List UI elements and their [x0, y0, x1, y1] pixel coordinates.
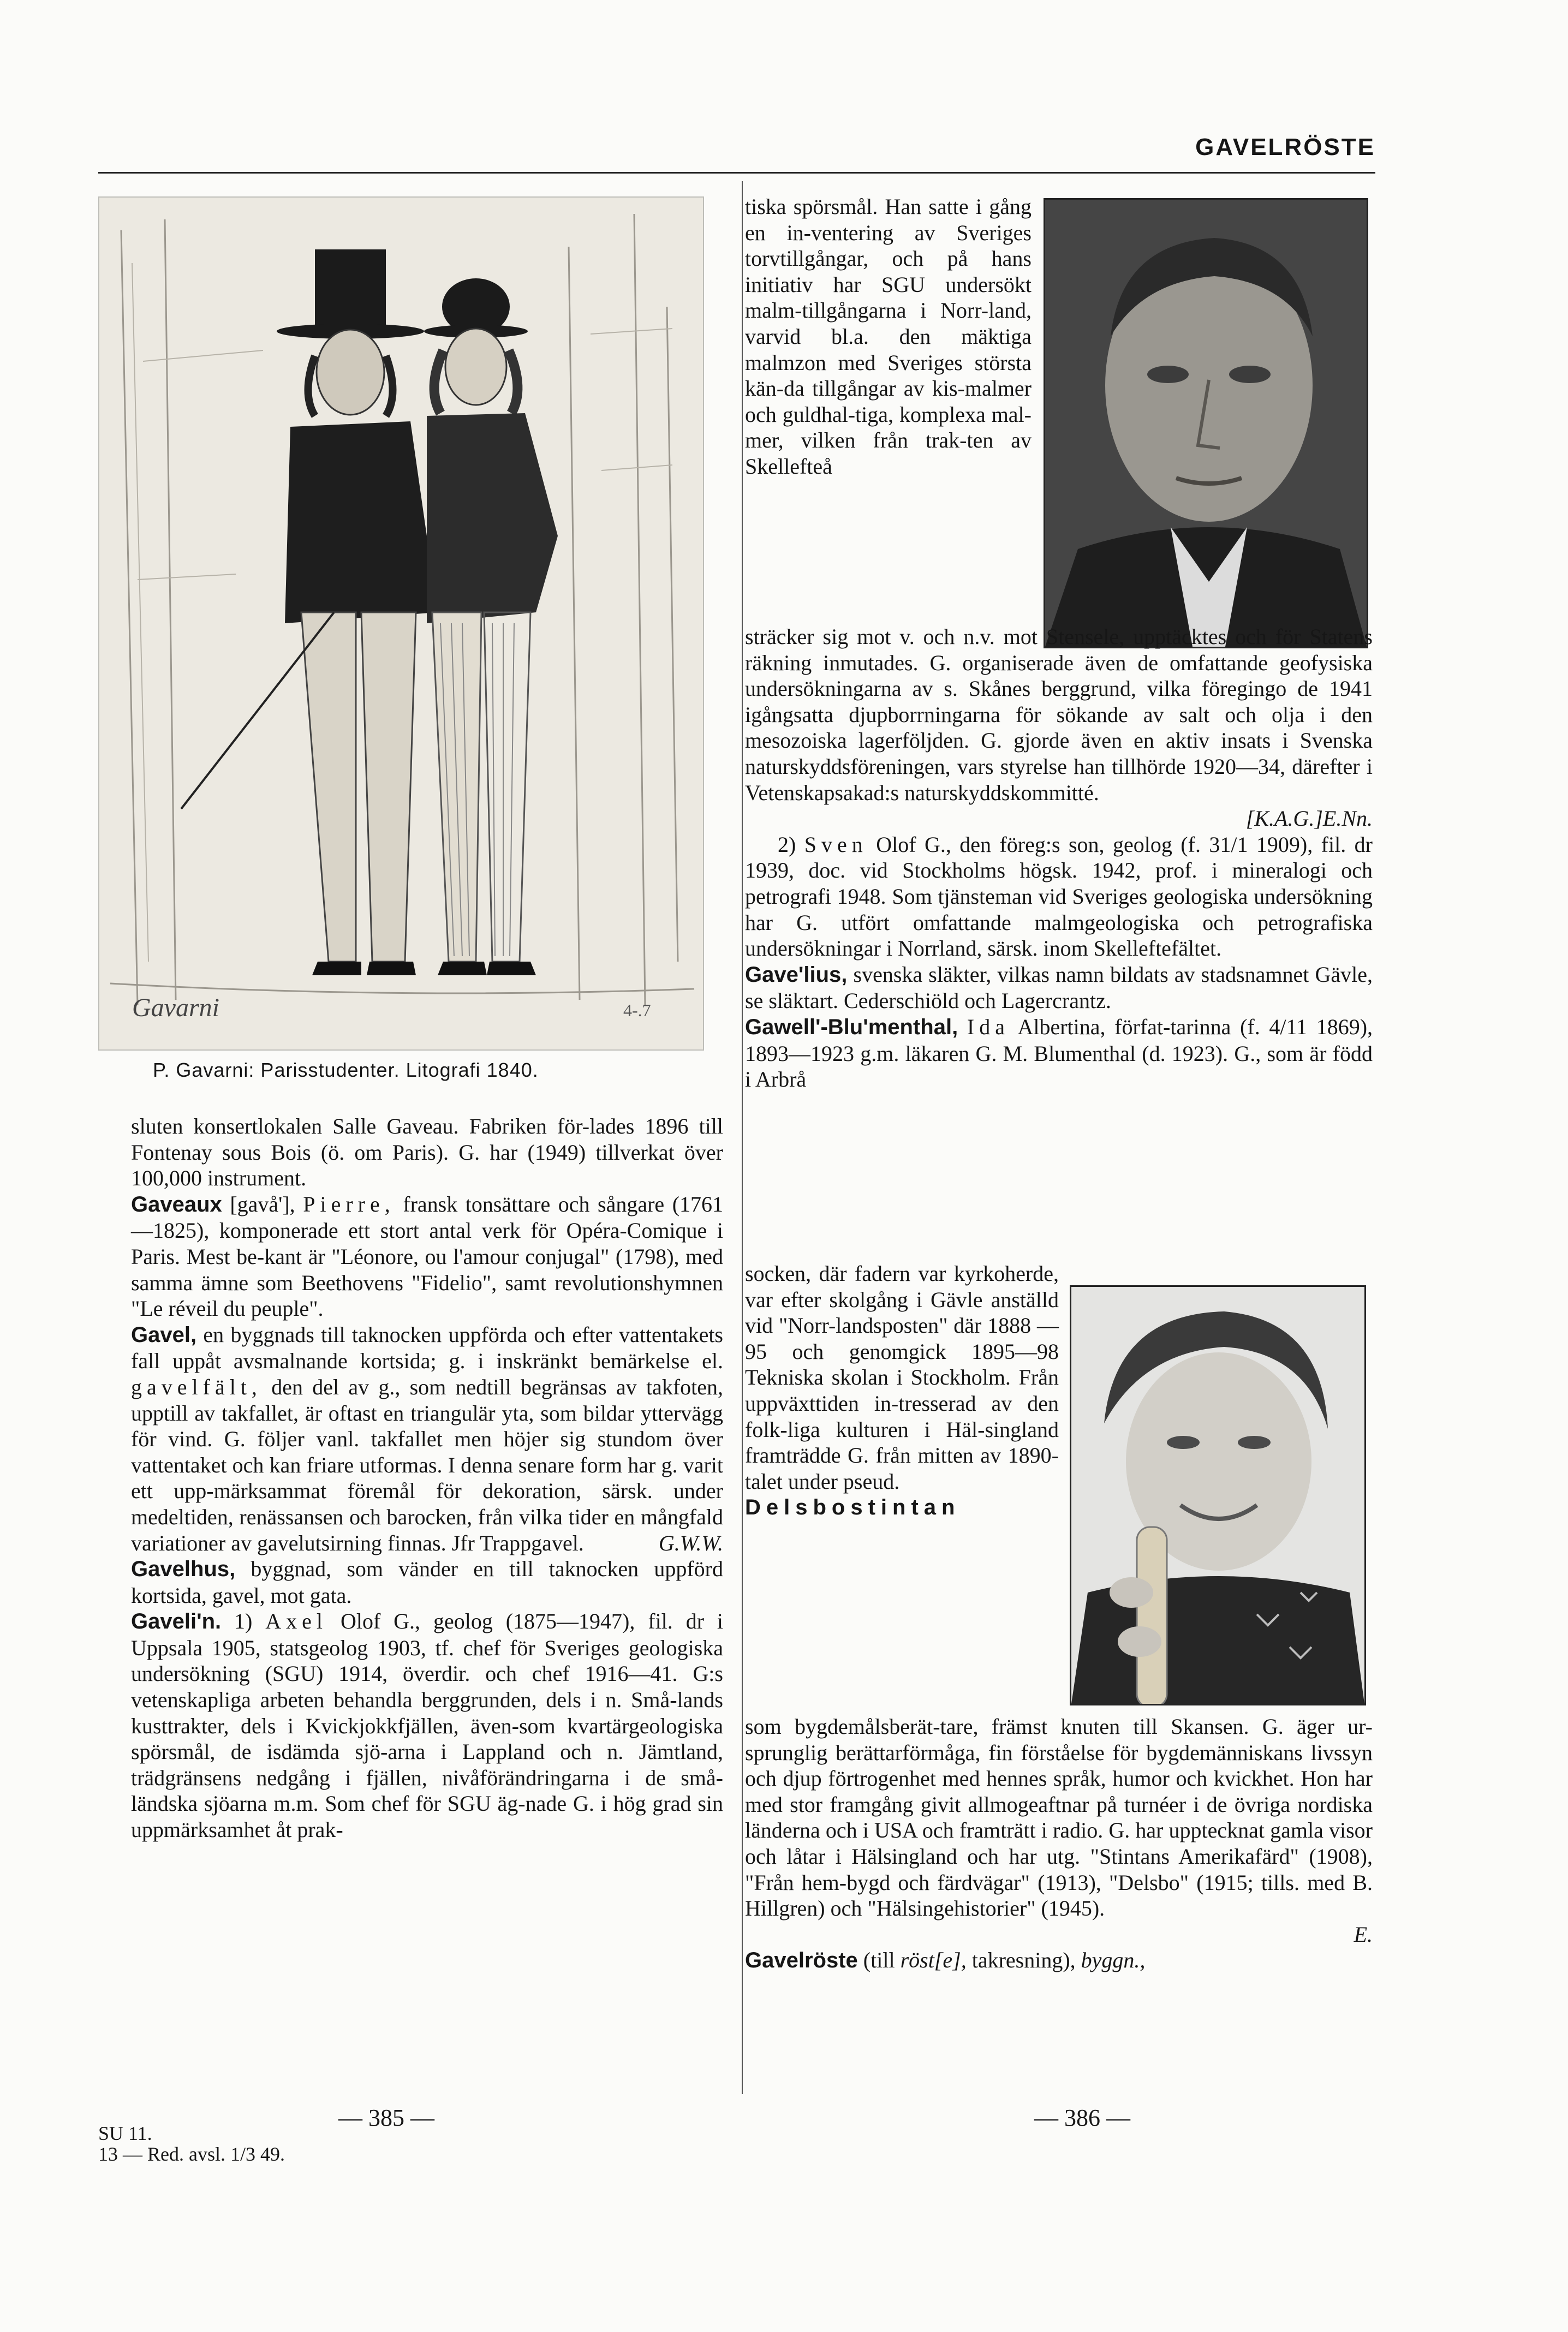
- column-rule: [742, 181, 743, 2094]
- entry-gaveaux: Gaveaux [gavå'], Pierre, fransk tonsättare och sångare (1761—1825), komponerade ett stort antal verk för Opéra-Comique i Paris. Mest be-kant är "Léonore, ou l'amour conjugal" (1798), med samma ämne som Beethovens "Fidelio", samt revolutionshymnen "Le réveil du peuple".: [131, 1191, 724, 1321]
- paragraph-continuation: sluten konsertlokalen Salle Gaveau. Fabriken för-lades 1896 till Fontenay sous Bois (ö. om Paris). G. har (1949) tillverkat över 100,000 instrument.: [131, 1114, 723, 1191]
- headword: Gaveli'n.: [131, 1609, 222, 1634]
- portrait-ida-gawell-blumenthal: [1070, 1285, 1366, 1705]
- right-column-narrow-1: tiska spörsmål. Han satte i gång en in-ventering av Sveriges torvtillgångar, och på hans initiativ har SGU undersökt malm-tillgångarna i Norr-land, varvid bl.a. den mäktiga malmzon med Sveriges största kän-da tillgångar av kis-malmer och guldhal-tiga, komplexa mal-mer, vilken från trak-ten av Skellefteå: [745, 194, 1032, 479]
- figure-caption: P. Gavarni: Parisstudenter. Litografi 1840.: [153, 1059, 539, 1081]
- right-column-narrow-2: socken, där fadern var kyrkoherde, var efter skolgång i Gävle anställd vid "Norr-landsposten" där 1888 —95 och genomgick 1895—98 Tekniska skolan i Stockholm. Från uppväxttiden in-tresserad av den folk-liga kulturen i Häl-singland framträdde G. från mitten av 1890-talet under pseud. Delsbostintan: [745, 1261, 1059, 1520]
- entry-gawell: Gawell'-Blu'menthal, Ida Albertina, förfat-tarinna (f. 4/11 1869), 1893—1923 g.m. läkaren G. M. Blumenthal (d. 1923). G., som är född i Arbrå: [745, 1014, 1373, 1092]
- right-column-full-2: som bygdemålsberät-tare, främst knuten till Skansen. G. äger ur-sprunglig berättarförmåga, fin förståelse för bygdemänniskans livssyn och djup förtrogenhet med hennes språk, humor och kvickhet. Hon har med stor framgång givit allmogeaftnar på turnéer i de övriga nordiska länderna och i USA och framträtt i radio. G. har upptecknat gamla visor och låtar i Hälsingland och har utg. "Stintans Amerikafärd" (1908), "Från hem-bygd och färdvägar" (1913), "Delsbo" (1915; tills. med B. Hillgren) och "Hälsingehistorier" (1945). E. Gavelröste (till röst[e], takresning), byggn.,: [745, 1714, 1373, 1974]
- print-signature: SU 11. 13 — Red. avsl. 1/3 49.: [98, 2122, 285, 2165]
- portrait-photo: [1045, 200, 1367, 647]
- page-number-right: — 386 —: [1034, 2104, 1130, 2131]
- headword: Gavelröste: [745, 1948, 858, 1973]
- portrait-photo: [1071, 1287, 1364, 1704]
- entry-gavelroste: Gavelröste (till röst[e], takresning), byggn.,: [745, 1948, 1146, 1973]
- left-column: [131, 1113, 723, 1843]
- entry-gavelhus: Gavelhus, byggnad, som vänder en till taknocken uppförd kortsida, gavel, mot gata.: [131, 1556, 723, 1608]
- headword: Gavelhus,: [131, 1557, 236, 1582]
- author-signature: G.W.W.: [658, 1530, 723, 1555]
- entry-gavel: Gavel, en byggnads till taknocken uppförda och efter vattentakets fall uppåt avsmalnande kortsida; g. i inskränkt bemärkelse el. gavelfält, den del av g., som nedtill begränsas av takfoten, upptill av takfallet, är oftast en triangulär yta, som bildar yttervägg för vind. G. följer vanl. takfallet men höjer sig stundom över vattentaket och kan friare utformas. I denna senare form har g. varit ett upp-märksammat föremål för dekoration, särsk. under medeltiden, renässansen och barocken, från vilka tider en mångfald variationer av gavelutsirning finnas. Jfr Trappgavel. G.W.W.: [131, 1322, 724, 1555]
- page-number-left: — 385 —: [338, 2104, 434, 2131]
- entry-gavelin: Gaveli'n. 1) Axel Olof G., geolog (1875—1947), fil. dr i Uppsala 1905, statsgeolog 1903, tf. chef för Sveriges geologiska undersökning (SGU) 1914, överdir. och chef 1916—41. G:s vetenskapliga arbeten behandla berggrunden, dels i n. Små-lands kusttrakter, dels i Kvickjokkfjällen, även-som kvartärgeologiska spörsmål, de isdämda sjö-arna i Lappland och n. Jämtland, trädgränsens nedgång i fjällen, nivåförändringarna i de små-ländska sjöarna m.m. Som chef för SGU äg-nade G. i hög grad sin uppmärksamhet åt prak-: [131, 1609, 724, 1842]
- running-head: GAVELRÖSTE: [1195, 134, 1375, 160]
- author-signature: E.: [1354, 1922, 1373, 1947]
- entry-sven-gavelin: 2) Sven Olof G., den föreg:s son, geolog (f. 31/1 1909), fil. dr 1939, doc. vid Stockholms högsk. 1942, prof. i mineralogi och petrografi 1948. Som tjänsteman vid Sveriges geologiska undersökning har G. utfört omfattande malmgeologiska och petrografiska undersökningar i Norrland, särsk. inom Skelleftefältet.: [745, 832, 1373, 961]
- right-column-full-1: sträcker sig mot v. och n.v. mot Stensele, upptäcktes och för Statens räkning inmutades. G. organiserade även de omfattande geofysiska undersökningarna av s. Skånes berggrund, vilka föregingo de 1941 igångsatta djupborrningarna för sökande av salt och olja i den mesozoiska lagerföljden. G. gjorde även en aktiv insats i Svenska naturskyddsföreningen, vars styrelse han tillhörde 1920—34, därefter i Vetenskapsakad:s naturskyddskommitté. [K.A.G.]E.Nn. 2) Sven Olof G., den föreg:s son, geolog (f. 31/1 1909), fil. dr 1939, doc. vid Stockholms högsk. 1942, prof. i mineralogi och petrografi 1948. Som tjänsteman vid Sveriges geologiska undersökning har G. utfört omfattande malmgeologiska och petrografiska undersökningar i Norrland, särsk. inom Skelleftefältet. Gave'lius, svenska släkter, vilkas namn bildats av stadsnamnet Gävle, se släktart. Cederschiöld och Lagercrantz. Gawell'-Blu'menthal, Ida Albertina, förfat-tarinna (f. 4/11 1869), 1893—1923 g.m. läkaren G. M. Blumenthal (d. 1923). G., som är född i Arbrå: [745, 624, 1373, 1092]
- entry-gavelius: Gave'lius, svenska släkter, vilkas namn bildats av stadsnamnet Gävle, se släktart. Cederschiöld och Lagercrantz.: [745, 962, 1373, 1013]
- artist-signature: Gavarni: [132, 993, 219, 1022]
- author-signature: [K.A.G.]E.Nn.: [1245, 806, 1373, 831]
- portrait-axel-gavelin: [1044, 198, 1368, 648]
- pseudonym: Delsbostintan: [745, 1495, 961, 1520]
- plate-mark: 4-.7: [623, 1000, 651, 1020]
- headword: Gawell'-Blu'menthal,: [745, 1015, 958, 1039]
- headword: Gave'lius,: [745, 962, 848, 987]
- header-rule: [98, 172, 1375, 174]
- lithograph-figure: [98, 196, 704, 1051]
- headword: Gavel,: [131, 1322, 197, 1347]
- lithograph-illustration: [99, 198, 703, 1049]
- headword: Gaveaux: [131, 1192, 222, 1216]
